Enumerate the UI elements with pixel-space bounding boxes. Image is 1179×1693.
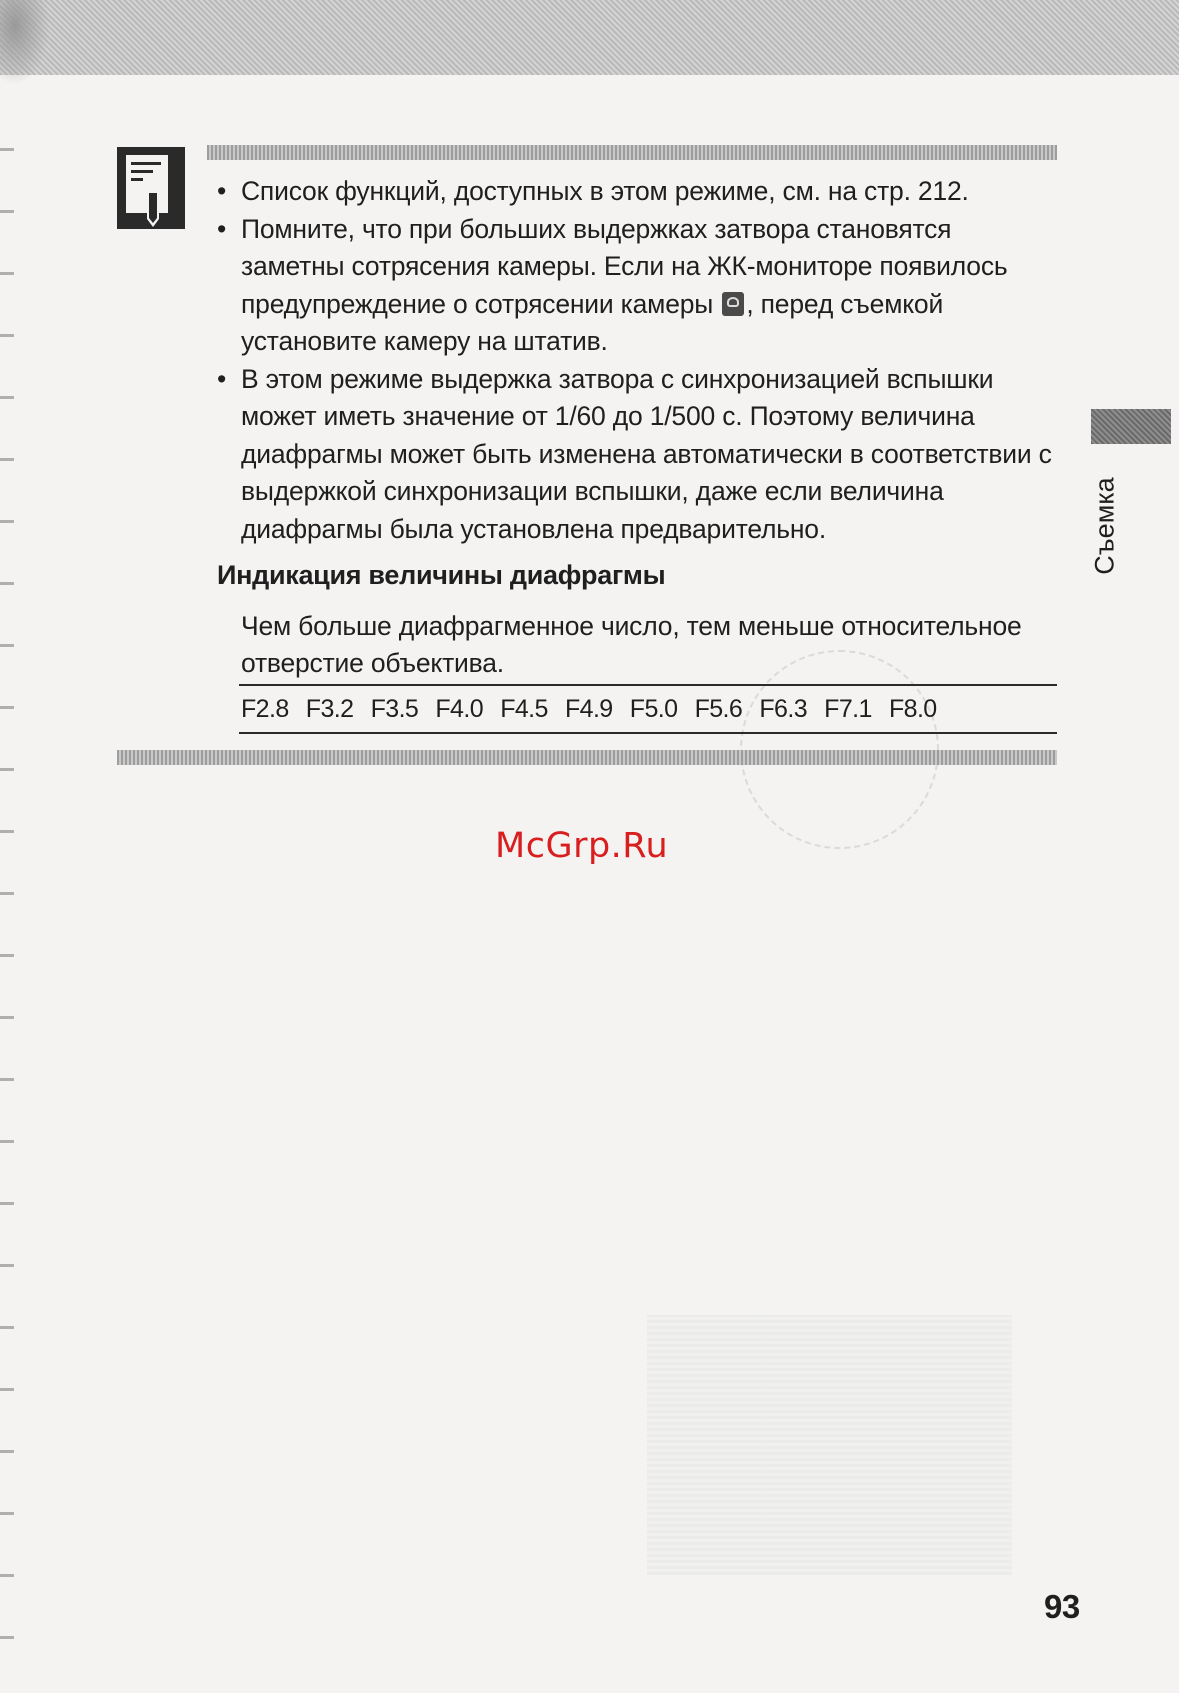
aperture-value: F3.2 [305, 694, 354, 723]
watermark: McGrp.Ru [495, 826, 669, 866]
page-number: 93 [1044, 1588, 1080, 1625]
bleed-through-image [647, 1315, 1012, 1575]
aperture-values-row [239, 684, 1057, 734]
note-text: , перед съемкой установите камеру на штатив. [241, 288, 944, 356]
note-top-rule [207, 145, 1057, 160]
aperture-value: F5.6 [694, 694, 743, 723]
section-tab-marker [1091, 409, 1171, 444]
aperture-value: F4.9 [564, 694, 613, 723]
section-tab-label: Съемка [1089, 476, 1120, 575]
aperture-heading: Индикация величины диафрагмы [217, 560, 666, 590]
note-bottom-rule [117, 750, 1057, 765]
aperture-value: F5.0 [629, 694, 678, 723]
aperture-value: F4.0 [435, 694, 484, 723]
bullet: • [217, 363, 227, 394]
bullet: • [217, 176, 227, 206]
aperture-value: F6.3 [759, 694, 807, 723]
note-item-shake [217, 211, 1057, 361]
spiral-binding-marks [0, 100, 14, 1660]
note-text: Список функций, доступных в этом режиме, см. на стр. 212. [241, 176, 969, 206]
aperture-value: F7.1 [824, 694, 872, 723]
aperture-value: F2.8 [241, 694, 289, 723]
bullet: • [217, 213, 227, 244]
aperture-value: F8.0 [888, 694, 937, 723]
note-text: В этом режиме выдержка затвора с синхронизацией вспышки может иметь значение от 1/60 до 1/500 с. Поэтому величина диафрагмы может быть изменена автоматически в соответствии с выдержкой синхронизации вспышки, даже если величина диафрагмы была установлена предварительно. [241, 363, 1052, 544]
aperture-value: F3.5 [370, 694, 419, 723]
note-item-functions [217, 173, 1057, 211]
note-pencil-icon [117, 147, 185, 229]
note-list [217, 173, 1057, 548]
top-gray-band [0, 0, 1179, 75]
aperture-description: Чем больше диафрагменное число, тем меньше относительное отверстие объектива. [241, 611, 1022, 678]
camera-shake-warning-icon [722, 292, 744, 316]
corner-scan-shadow [0, 0, 50, 85]
note-item-flash-sync [217, 361, 1057, 549]
aperture-value: F4.5 [500, 694, 548, 723]
note-text: Помните, что при больших выдержках затвора становятся заметны сотрясения камеры. Если на ЖК-мониторе появилось предупреждение о сотрясении камеры [241, 213, 1008, 319]
